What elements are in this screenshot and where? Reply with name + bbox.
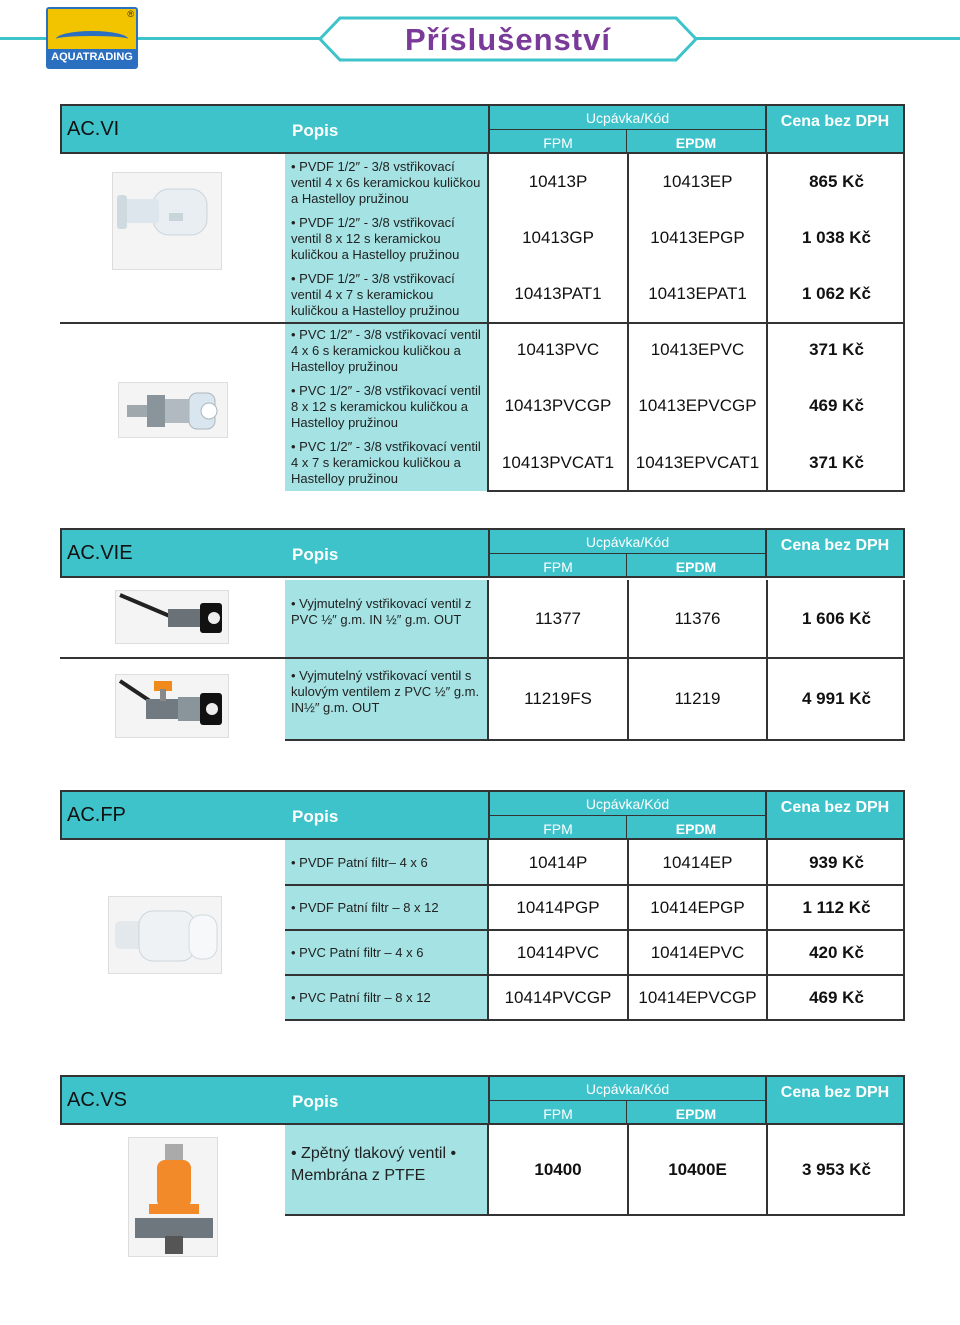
epdm-code: 10413EPVCGP xyxy=(627,378,766,434)
table-bottom-border xyxy=(285,1214,905,1216)
removable-injection-valve-image xyxy=(115,590,229,644)
popis-heading: Popis xyxy=(292,545,339,564)
epdm-heading: EPDM xyxy=(626,816,765,840)
row-description: • PVC 1/2″ - 3/8 vstřikovací ventil 4 x 7 s keramickou kuličkou a Hastelloy pružinou xyxy=(285,434,487,491)
epdm-code: 11376 xyxy=(627,580,766,658)
fpm-code: 11219FS xyxy=(524,689,592,708)
price-heading: Cena bez DPH xyxy=(765,1077,903,1123)
section-code: AC.FP xyxy=(67,804,126,826)
table-row xyxy=(285,322,905,378)
ucpavka-heading: Ucpávka/Kód xyxy=(488,106,765,130)
price: 4 991 Kč xyxy=(766,658,905,740)
row-description: • PVDF Patní filtr– 4 x 6 xyxy=(285,840,487,885)
aquatrading-logo xyxy=(46,7,138,69)
page-title: Příslušenství xyxy=(405,22,611,57)
epdm-code: 10413EPVC xyxy=(627,322,766,378)
row-description: • PVC Patní filtr – 8 x 12 xyxy=(285,975,487,1020)
epdm-heading: EPDM xyxy=(626,1101,765,1125)
fpm-code: 10413PVCGP xyxy=(504,396,612,415)
fpm-code: 10414P xyxy=(528,852,588,872)
table-row xyxy=(285,154,905,210)
popis-heading: Popis xyxy=(292,1092,339,1111)
section-ac-vs xyxy=(60,1075,905,1216)
row-description: • Vyjmutelný vstřikovací ventil z PVC ½″ g.m. IN ½″ g.m. OUT xyxy=(285,580,487,658)
price: 1 112 Kč xyxy=(766,885,905,930)
table-row xyxy=(285,930,905,975)
fpm-heading: FPM xyxy=(488,554,626,578)
ucpavka-heading: Ucpávka/Kód xyxy=(488,530,765,554)
registered-mark: ® xyxy=(127,9,134,19)
section-header xyxy=(60,528,905,578)
table-row xyxy=(285,210,905,266)
foot-filter-image xyxy=(108,896,222,974)
section-ac-vie xyxy=(60,528,905,741)
fpm-code: 10413PVC xyxy=(516,340,600,359)
row-description: • PVC 1/2″ - 3/8 vstřikovací ventil 4 x 6 s keramickou kuličkou a Hastelloy pružinou xyxy=(285,322,487,378)
fpm-code: 10414PVCGP xyxy=(504,987,612,1007)
row-divider xyxy=(285,974,905,976)
table-row xyxy=(285,975,905,1020)
popis-heading: Popis xyxy=(292,807,339,826)
logo-text: AQUATRADING xyxy=(51,51,133,63)
table-row xyxy=(285,580,905,658)
fpm-code: 10414PGP xyxy=(516,897,600,917)
price: 420 Kč xyxy=(766,930,905,975)
fpm-code: 10413GP xyxy=(522,228,594,247)
epdm-code: 10414EPGP xyxy=(627,885,766,930)
section-code: AC.VIE xyxy=(67,542,133,564)
fpm-heading: FPM xyxy=(488,130,626,154)
table-row xyxy=(285,266,905,322)
table-row xyxy=(285,378,905,434)
epdm-code: 10413EP xyxy=(627,154,766,210)
table-bottom-border xyxy=(285,739,905,741)
epdm-code: 10413EPVCAT1 xyxy=(627,434,766,491)
ucpavka-heading: Ucpávka/Kód xyxy=(488,1077,765,1101)
table-row xyxy=(285,1125,905,1215)
epdm-code: 10414EP xyxy=(627,840,766,885)
price: 939 Kč xyxy=(766,840,905,885)
section-code: AC.VS xyxy=(67,1089,128,1111)
price: 371 Kč xyxy=(766,322,905,378)
valve-with-ball-valve-image xyxy=(115,674,229,738)
epdm-code: 10414EPVC xyxy=(627,930,766,975)
group-divider xyxy=(60,322,905,324)
epdm-code: 10400E xyxy=(627,1125,766,1215)
section-header xyxy=(60,104,905,154)
price: 371 Kč xyxy=(766,434,905,491)
epdm-code: 10413EPAT1 xyxy=(627,266,766,322)
ucpavka-heading: Ucpávka/Kód xyxy=(488,792,765,816)
row-description: • PVC Patní filtr – 4 x 6 xyxy=(285,930,487,975)
row-description: • PVDF Patní filtr – 8 x 12 xyxy=(285,885,487,930)
epdm-code: 10414EPVCGP xyxy=(627,975,766,1020)
epdm-heading: EPDM xyxy=(626,554,765,578)
section-code: AC.VI xyxy=(67,118,120,140)
header-rule-right xyxy=(690,37,960,40)
fpm-code: 10413PAT1 xyxy=(514,284,602,303)
price-heading: Cena bez DPH xyxy=(765,792,903,838)
price: 1 606 Kč xyxy=(766,580,905,658)
pvdf-injection-valve-image xyxy=(112,172,222,270)
section-ac-fp xyxy=(60,790,905,1022)
section-header xyxy=(60,790,905,840)
price-heading: Cena bez DPH xyxy=(765,530,903,576)
table-row xyxy=(285,885,905,930)
price: 469 Kč xyxy=(766,378,905,434)
price-heading: Cena bez DPH xyxy=(765,106,903,152)
row-divider xyxy=(285,929,905,931)
table-bottom-border xyxy=(285,1019,905,1021)
table-bottom-border xyxy=(487,490,905,492)
title-banner xyxy=(318,16,698,62)
price: 1 062 Kč xyxy=(766,266,905,322)
section-header xyxy=(60,1075,905,1125)
epdm-code: 11219 xyxy=(627,658,766,740)
row-description: • Vyjmutelný vstřikovací ventil s kulovým ventilem z PVC ½″ g.m. IN½″ g.m. OUT xyxy=(285,658,487,740)
price: 865 Kč xyxy=(766,154,905,210)
pvc-injection-valve-image xyxy=(118,382,228,438)
epdm-code: 10413EPGP xyxy=(627,210,766,266)
epdm-heading: EPDM xyxy=(626,130,765,154)
table-row xyxy=(285,434,905,491)
row-divider xyxy=(285,884,905,886)
section-ac-vi xyxy=(60,104,905,492)
fpm-code: 11377 xyxy=(534,609,581,628)
row-description: • PVC 1/2″ - 3/8 vstřikovací ventil 8 x 12 s keramickou kuličkou a Hastelloy pružinou xyxy=(285,378,487,434)
table-row xyxy=(285,840,905,885)
row-divider xyxy=(60,657,905,659)
row-description: • Zpětný tlakový ventil • Membrána z PTFE xyxy=(285,1125,487,1215)
fpm-code: 10414PVC xyxy=(516,942,600,962)
fpm-code: 10413P xyxy=(528,172,588,191)
price: 1 038 Kč xyxy=(766,210,905,266)
table-row xyxy=(285,658,905,740)
price: 469 Kč xyxy=(766,975,905,1020)
row-description: • PVDF 1/2″ - 3/8 vstřikovací ventil 4 x 6s keramickou kuličkou a Hastelloy pružinou xyxy=(285,154,487,210)
back-pressure-valve-image xyxy=(128,1137,218,1257)
fpm-code: 10413PVCAT1 xyxy=(501,452,615,472)
row-description: • PVDF 1/2″ - 3/8 vstřikovací ventil 8 x 12 s keramickou kuličkou a Hastelloy pružinou xyxy=(285,210,487,266)
fpm-heading: FPM xyxy=(488,1101,626,1125)
fpm-code: 10400 xyxy=(534,1160,582,1179)
fpm-heading: FPM xyxy=(488,816,626,840)
price: 3 953 Kč xyxy=(766,1125,905,1215)
popis-heading: Popis xyxy=(292,121,339,140)
row-description: • PVDF 1/2″ - 3/8 vstřikovací ventil 4 x 7 s keramickou kuličkou a Hastelloy pružinou xyxy=(285,266,487,322)
